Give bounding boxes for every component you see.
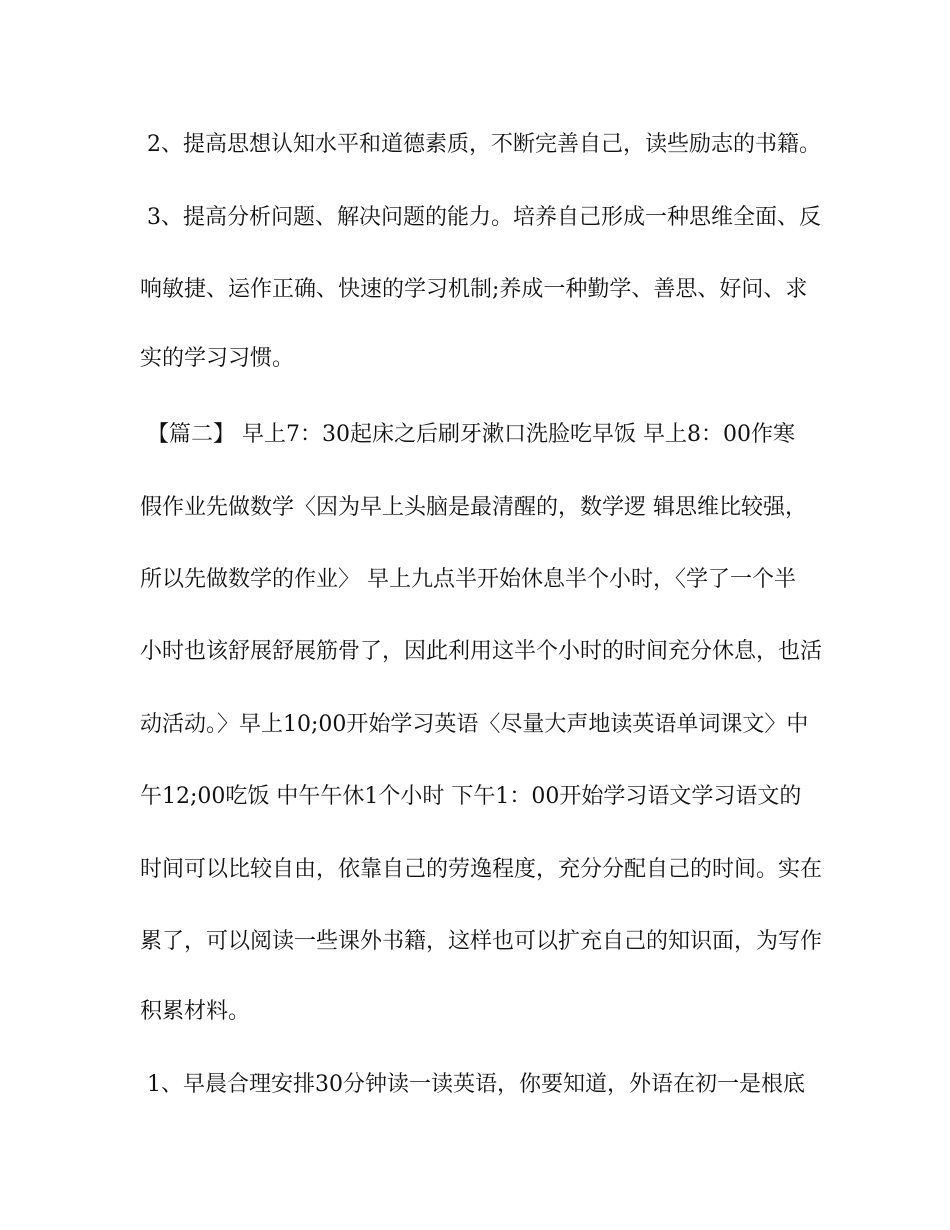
text-line: 时间可以比较自由，依靠自己的劳逸程度，充分分配自己的时间。实在 xyxy=(140,857,823,882)
text-line: 动活动。〉早上10;00开始学习英语〈尽量大声地读英语单词课文〉中 xyxy=(140,712,809,737)
text-line: 2、提高思想认知水平和道德素质，不断完善自己，读些励志的书籍。 xyxy=(140,132,821,157)
text-line: 假作业先做数学〈因为早上头脑是最清醒的，数学逻 辑思维比较强， xyxy=(140,495,807,520)
text-line: 响敏捷、运作正确、快速的学习机制;养成一种勤学、善思、好问、求 xyxy=(140,277,808,302)
text-line: 【篇二】 早上7：30起床之后刷牙漱口洗脸吃早饭 早上8：00作寒 xyxy=(140,422,795,447)
text-line: 午12;00吃饭 中午午休1个小时 下午1：00开始学习语文学习语文的 xyxy=(140,784,802,809)
text-line: 所以先做数学的作业〉 早上九点半开始休息半个小时，〈学了一个半 xyxy=(140,567,796,592)
text-line: 积累材料。 xyxy=(140,999,251,1024)
text-line: 小时也该舒展舒展筋骨了，因此利用这半个小时的时间充分休息，也活 xyxy=(140,639,823,664)
text-line: 1、早晨合理安排30分钟读一读英语，你要知道，外语在初一是根底 xyxy=(140,1072,805,1097)
text-line: 累了，可以阅读一些课外书籍，这样也可以扩充自己的知识面，为写作 xyxy=(140,929,823,954)
text-line: 实的学习习惯。 xyxy=(140,346,295,371)
text-line: 3、提高分析问题、解决问题的能力。培养自己形成一种思维全面、反 xyxy=(140,205,821,230)
